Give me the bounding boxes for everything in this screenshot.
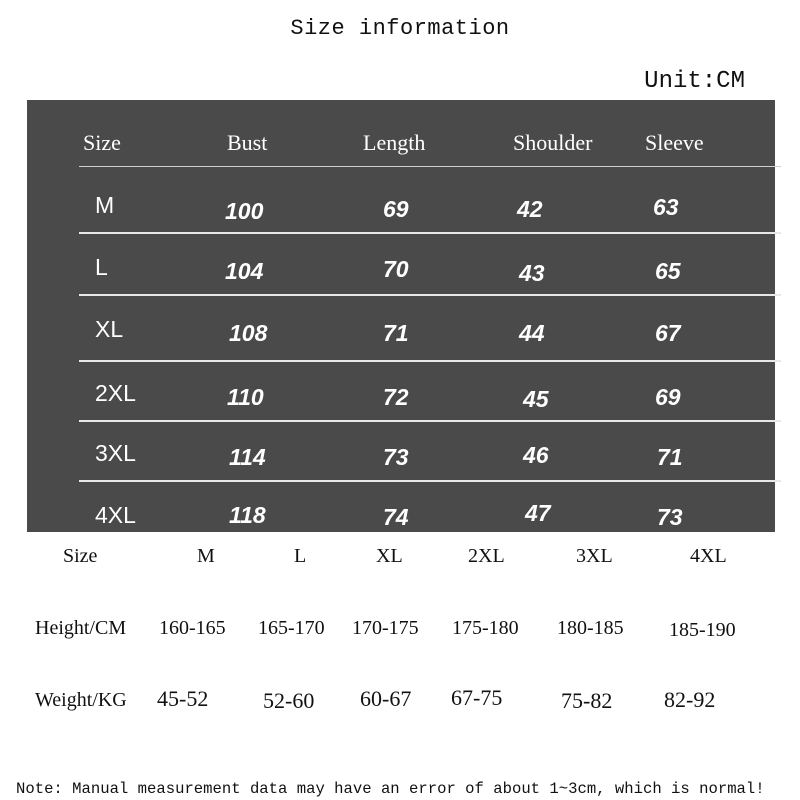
table-row [79,192,782,252]
header-bust: Bust [227,130,268,155]
sleeve-cell: 67 [655,320,681,346]
fit-height-label: Height/CM [35,617,127,639]
bust-cell: 118 [229,502,266,528]
fit-size-cell: XL [376,545,403,567]
sleeve-cell: 69 [655,384,681,410]
length-cell: 72 [383,384,409,410]
header-sleeve: Sleeve [645,130,704,155]
divider [79,480,781,482]
fit-height-cell: 160-165 [159,617,226,639]
divider [79,166,781,167]
shoulder-cell: 42 [517,196,543,222]
table-row [79,440,782,500]
bust-cell: 100 [225,198,264,224]
bust-cell: 110 [227,384,264,410]
size-cell: 2XL [95,380,136,406]
fit-size-label: Size [63,545,98,567]
fit-height-cell: 170-175 [352,617,419,639]
size-cell: 3XL [95,440,136,466]
table-row [79,316,782,376]
divider [79,232,781,234]
fit-size-cell: 4XL [690,545,727,567]
shoulder-cell: 47 [525,500,551,526]
divider [79,294,781,296]
fit-weight-cell: 60-67 [360,686,412,711]
shoulder-cell: 45 [523,386,549,412]
header-size: Size [83,130,121,155]
fit-weight-cell: 75-82 [561,688,613,713]
sleeve-cell: 71 [657,444,683,470]
bust-cell: 114 [229,444,266,470]
fit-weight-cell: 45-52 [157,686,209,711]
size-cell: XL [95,316,124,342]
unit-label: Unit:CM [644,68,745,95]
fit-weight-cell: 67-75 [451,685,503,710]
length-cell: 73 [383,444,409,470]
table-row [79,254,782,314]
fit-height-cell: 180-185 [557,617,624,639]
fit-height-cell: 175-180 [452,617,519,639]
fit-size-cell: M [197,545,215,567]
sleeve-cell: 65 [655,258,681,284]
divider [79,420,781,422]
length-cell: 69 [383,196,409,222]
fit-size-cell: 2XL [468,545,505,567]
header-length: Length [363,130,426,155]
page-title: Size information [290,16,510,41]
fit-size-cell: L [294,545,307,567]
fit-height-cell: 185-190 [669,619,736,641]
measurement-note: Note: Manual measurement data may have an error of about 1~3cm, which is normal! [16,780,765,798]
shoulder-cell: 44 [519,320,545,346]
fit-weight-label: Weight/KG [35,689,127,711]
shoulder-cell: 46 [523,442,549,468]
fit-height-cell: 165-170 [258,617,325,639]
length-cell: 74 [383,504,409,530]
sleeve-cell: 73 [657,504,683,530]
table-row [79,380,782,440]
fit-size-cell: 3XL [576,545,613,567]
table-row [79,502,782,562]
measurement-table [27,100,775,532]
bust-cell: 108 [229,320,268,346]
shoulder-cell: 43 [519,260,545,286]
length-cell: 70 [383,256,409,282]
fit-weight-cell: 82-92 [664,687,716,712]
header-shoulder: Shoulder [513,130,593,155]
size-cell: 4XL [95,502,136,528]
divider [79,360,781,362]
size-cell: L [95,254,108,280]
fit-weight-cell: 52-60 [263,688,315,713]
bust-cell: 104 [225,258,264,284]
length-cell: 71 [383,320,409,346]
sleeve-cell: 63 [653,194,679,220]
size-cell: M [95,192,115,218]
